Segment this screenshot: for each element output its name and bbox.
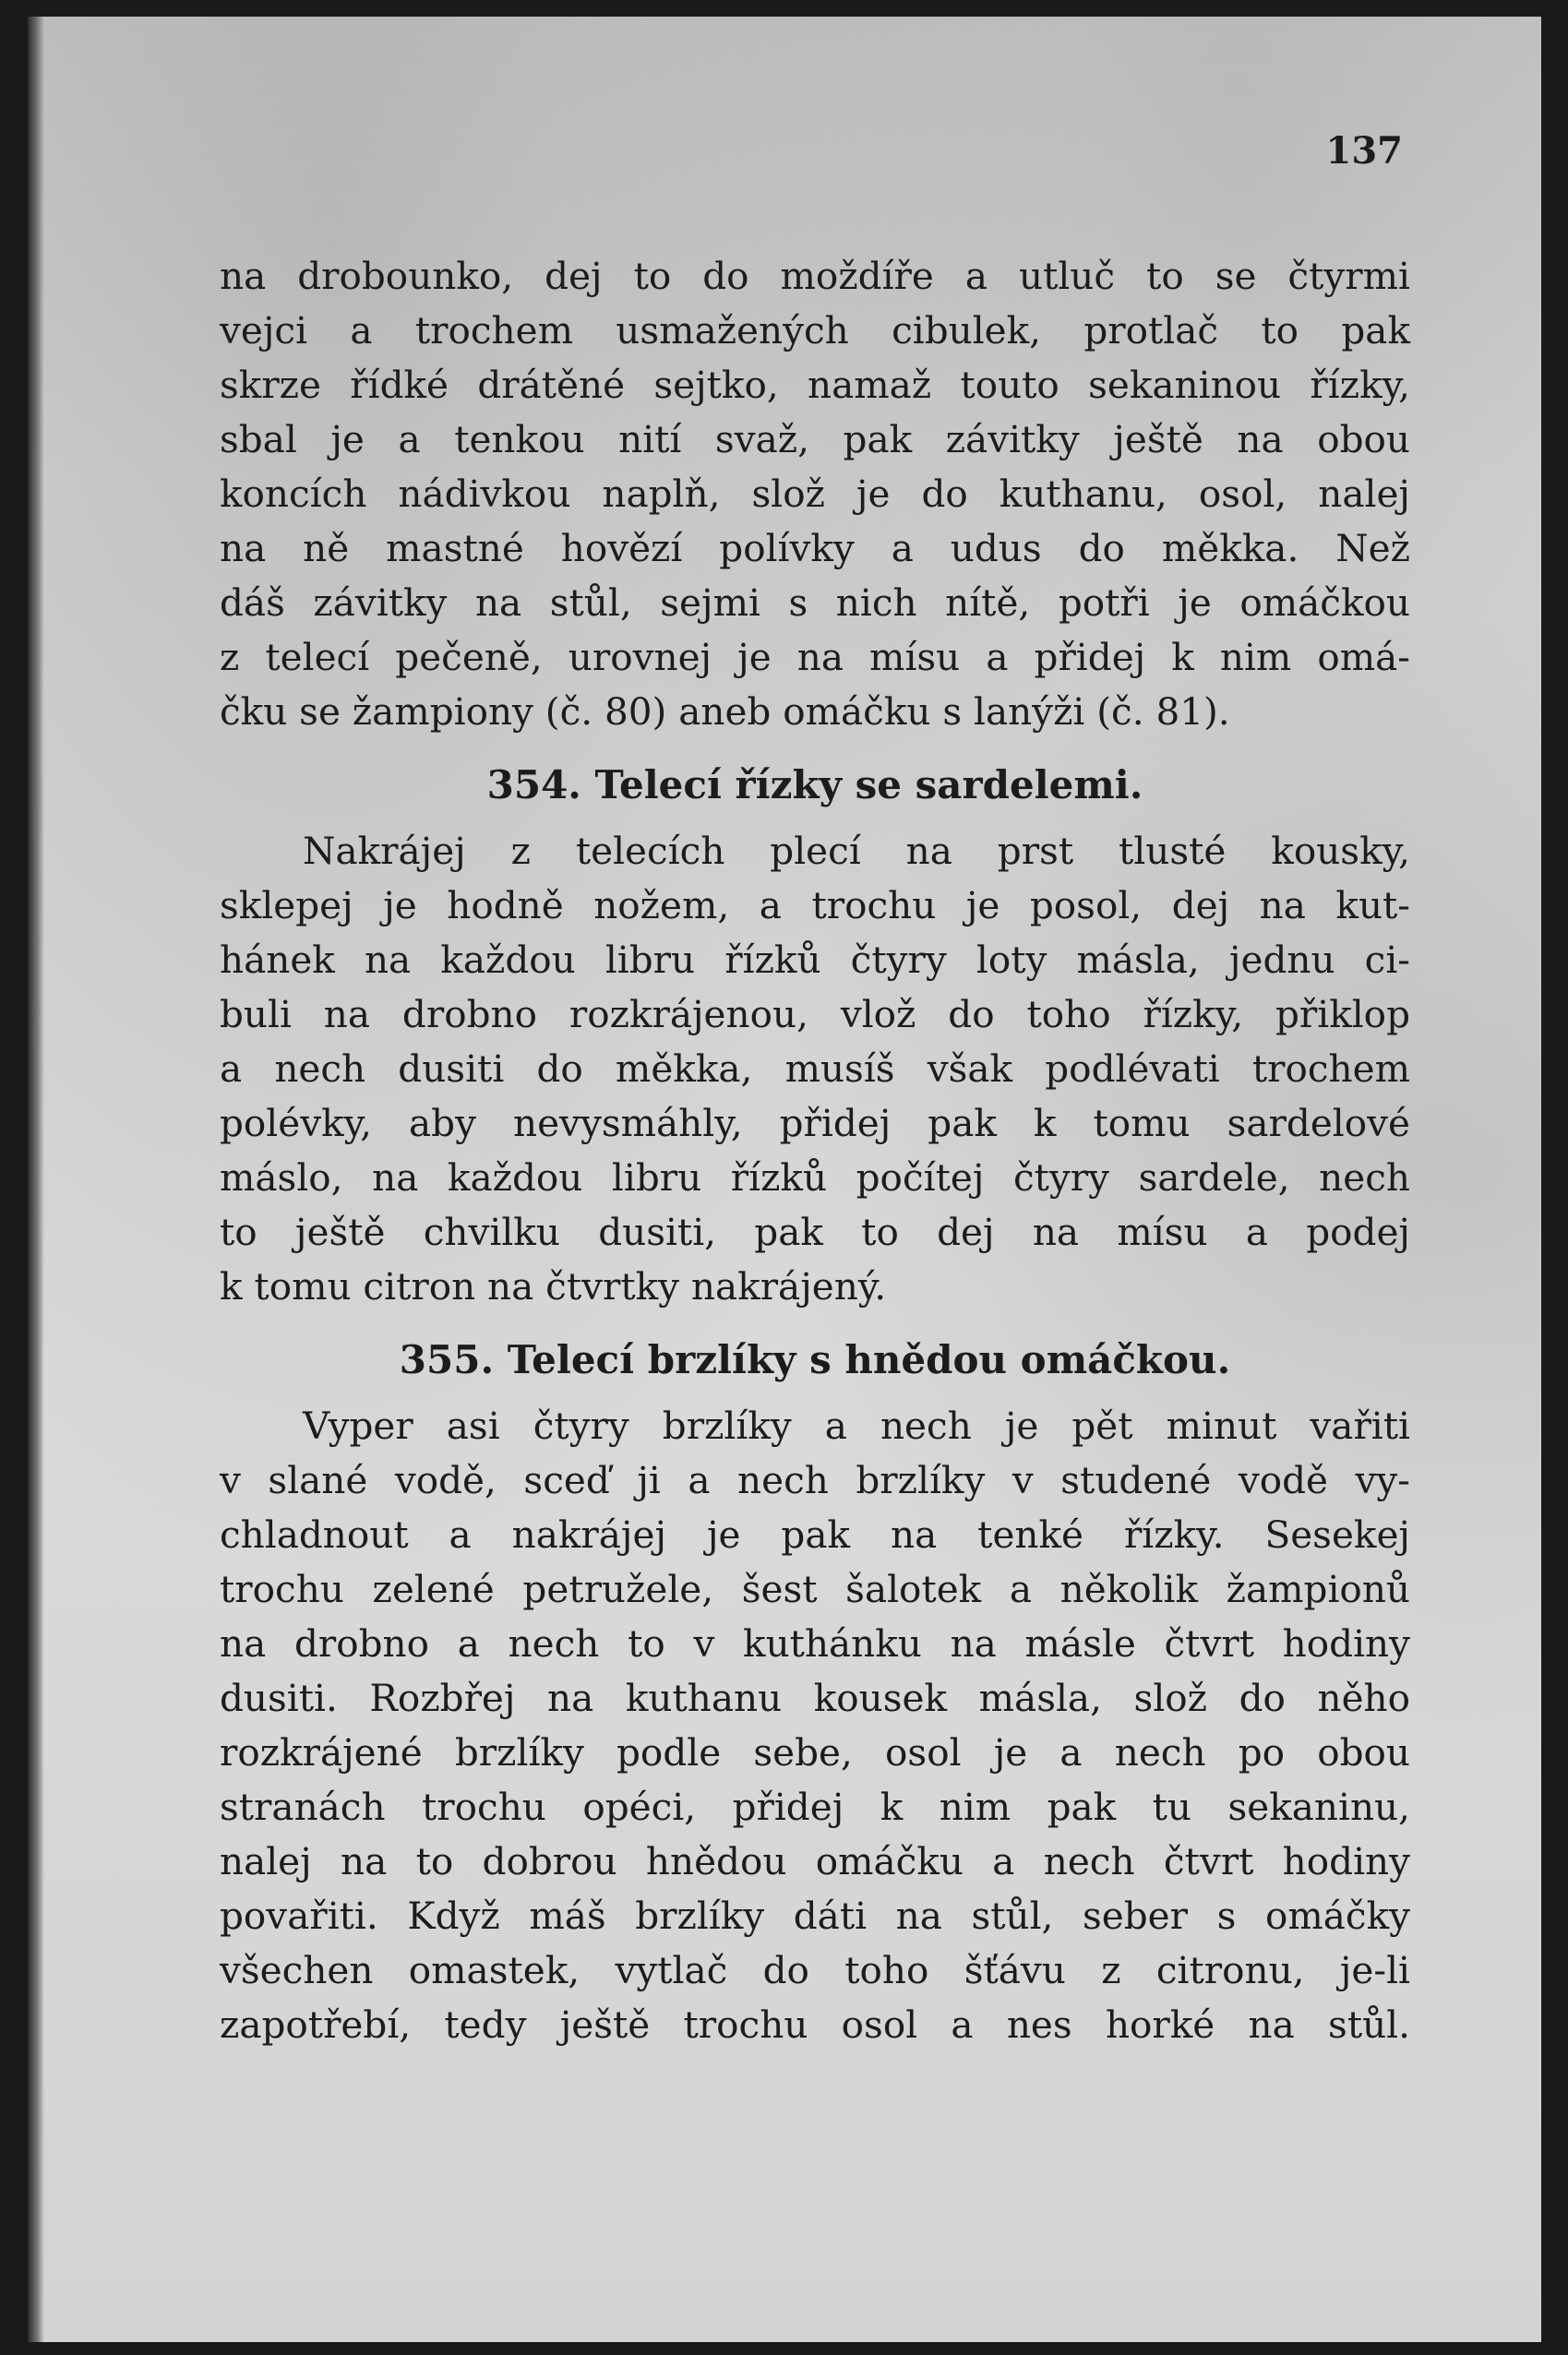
book-page [28,17,1541,2342]
text-line: sklepej je hodně nožem, a trochu je posol, dej na kut- [220,883,1410,927]
text-line: buli na drobno rozkrájenou, vlož do toho řízky, přiklop [220,992,1410,1036]
text-line: čku se žampiony (č. 80) aneb omáčku s lanýži (č. 81). [220,689,1230,734]
text-line: na drobno a nech to v kuthánku na másle čtvrt hodiny [220,1621,1410,1666]
text-line: stranách trochu opéci, přidej k nim pak tu sekaninu, [220,1785,1410,1829]
recipe-354-body [220,824,1410,1314]
text-line: a nech dusiti do měkka, musíš však podlévati trochem [220,1046,1410,1091]
text-line: rozkrájené brzlíky podle sebe, osol je a nech po obou [220,1730,1410,1775]
text-line: polévky, aby nevysmáhly, přidej pak k tomu sardelové [220,1101,1410,1145]
text-line: to ještě chvilku dusiti, pak to dej na mísu a podej [220,1210,1410,1254]
text-line: koncích nádivkou naplň, slož je do kuthanu, osol, nalej [220,472,1410,516]
intro-paragraph [220,249,1410,739]
text-line: trochu zelené petruželе, šest šalotek a několik žampionů [220,1567,1410,1611]
page-number: 137 [1325,129,1403,173]
text-line: dusiti. Rozbřej na kuthanu kousek másla, slož do něho [220,1676,1410,1720]
recipe-355-body [220,1399,1410,2052]
text-line: sbal je a tenkou nití svaž, pak závitky ještě na obou [220,417,1410,461]
text-line: na drobounko, dej to do moždíře a utluč to se čtyrmi [220,254,1410,298]
text-line: máslo, na každou libru řízků počítej čtyry sardele, nech [220,1155,1410,1200]
text-line: dáš závitky na stůl, sejmi s nich nítě, potři je omáčkou [220,580,1410,625]
text-line: z telecí pečeně, urovnej je na mísu a přidej k nim omá- [220,635,1410,679]
text-line: Nakrájej z telecích plecí na prst tlusté kousky, [303,829,1410,873]
recipe-355-title: 355. Telecí brzlíky s hnědou omáčkou. [399,1337,1231,1382]
text-line: všechen omastek, vytlač do toho šťávu z citronu, je-li [220,1948,1410,1992]
recipe-354-title: 354. Telecí řízky se sardelemi. [486,762,1143,807]
text-line: k tomu citron na čtvrtky nakrájený. [220,1264,887,1309]
text-line: skrze řídké drátěné sejtko, namaž touto sekaninou řízky, [220,363,1410,407]
page-content [220,249,1410,2052]
text-line: nalej na to dobrou hnědou omáčku a nech čtvrt hodiny [220,1839,1410,1883]
text-line: zapotřebí, tedy ještě trochu osol a nes horké na stůl. [220,2002,1410,2047]
text-line: hánek na každou libru řízků čtyry loty másla, jednu ci- [220,938,1410,982]
text-line: v slané vodě, sceď ji a nech brzlíky v studené vodě vy- [220,1458,1410,1502]
text-line: na ně mastné hovězí polívky a udus do měkka. Než [220,526,1410,570]
text-line: chladnout a nakrájej je pak na tenké řízky. Sesekej [220,1512,1410,1557]
text-line: vejci a trochem usmažených cibulek, protlač to pak [220,308,1410,353]
text-line: povařiti. Když máš brzlíky dáti na stůl, seber s omáčky [220,1894,1410,1938]
text-line: Vyper asi čtyry brzlíky a nech je pět minut vařiti [303,1404,1410,1448]
binding-shadow [28,17,44,2342]
